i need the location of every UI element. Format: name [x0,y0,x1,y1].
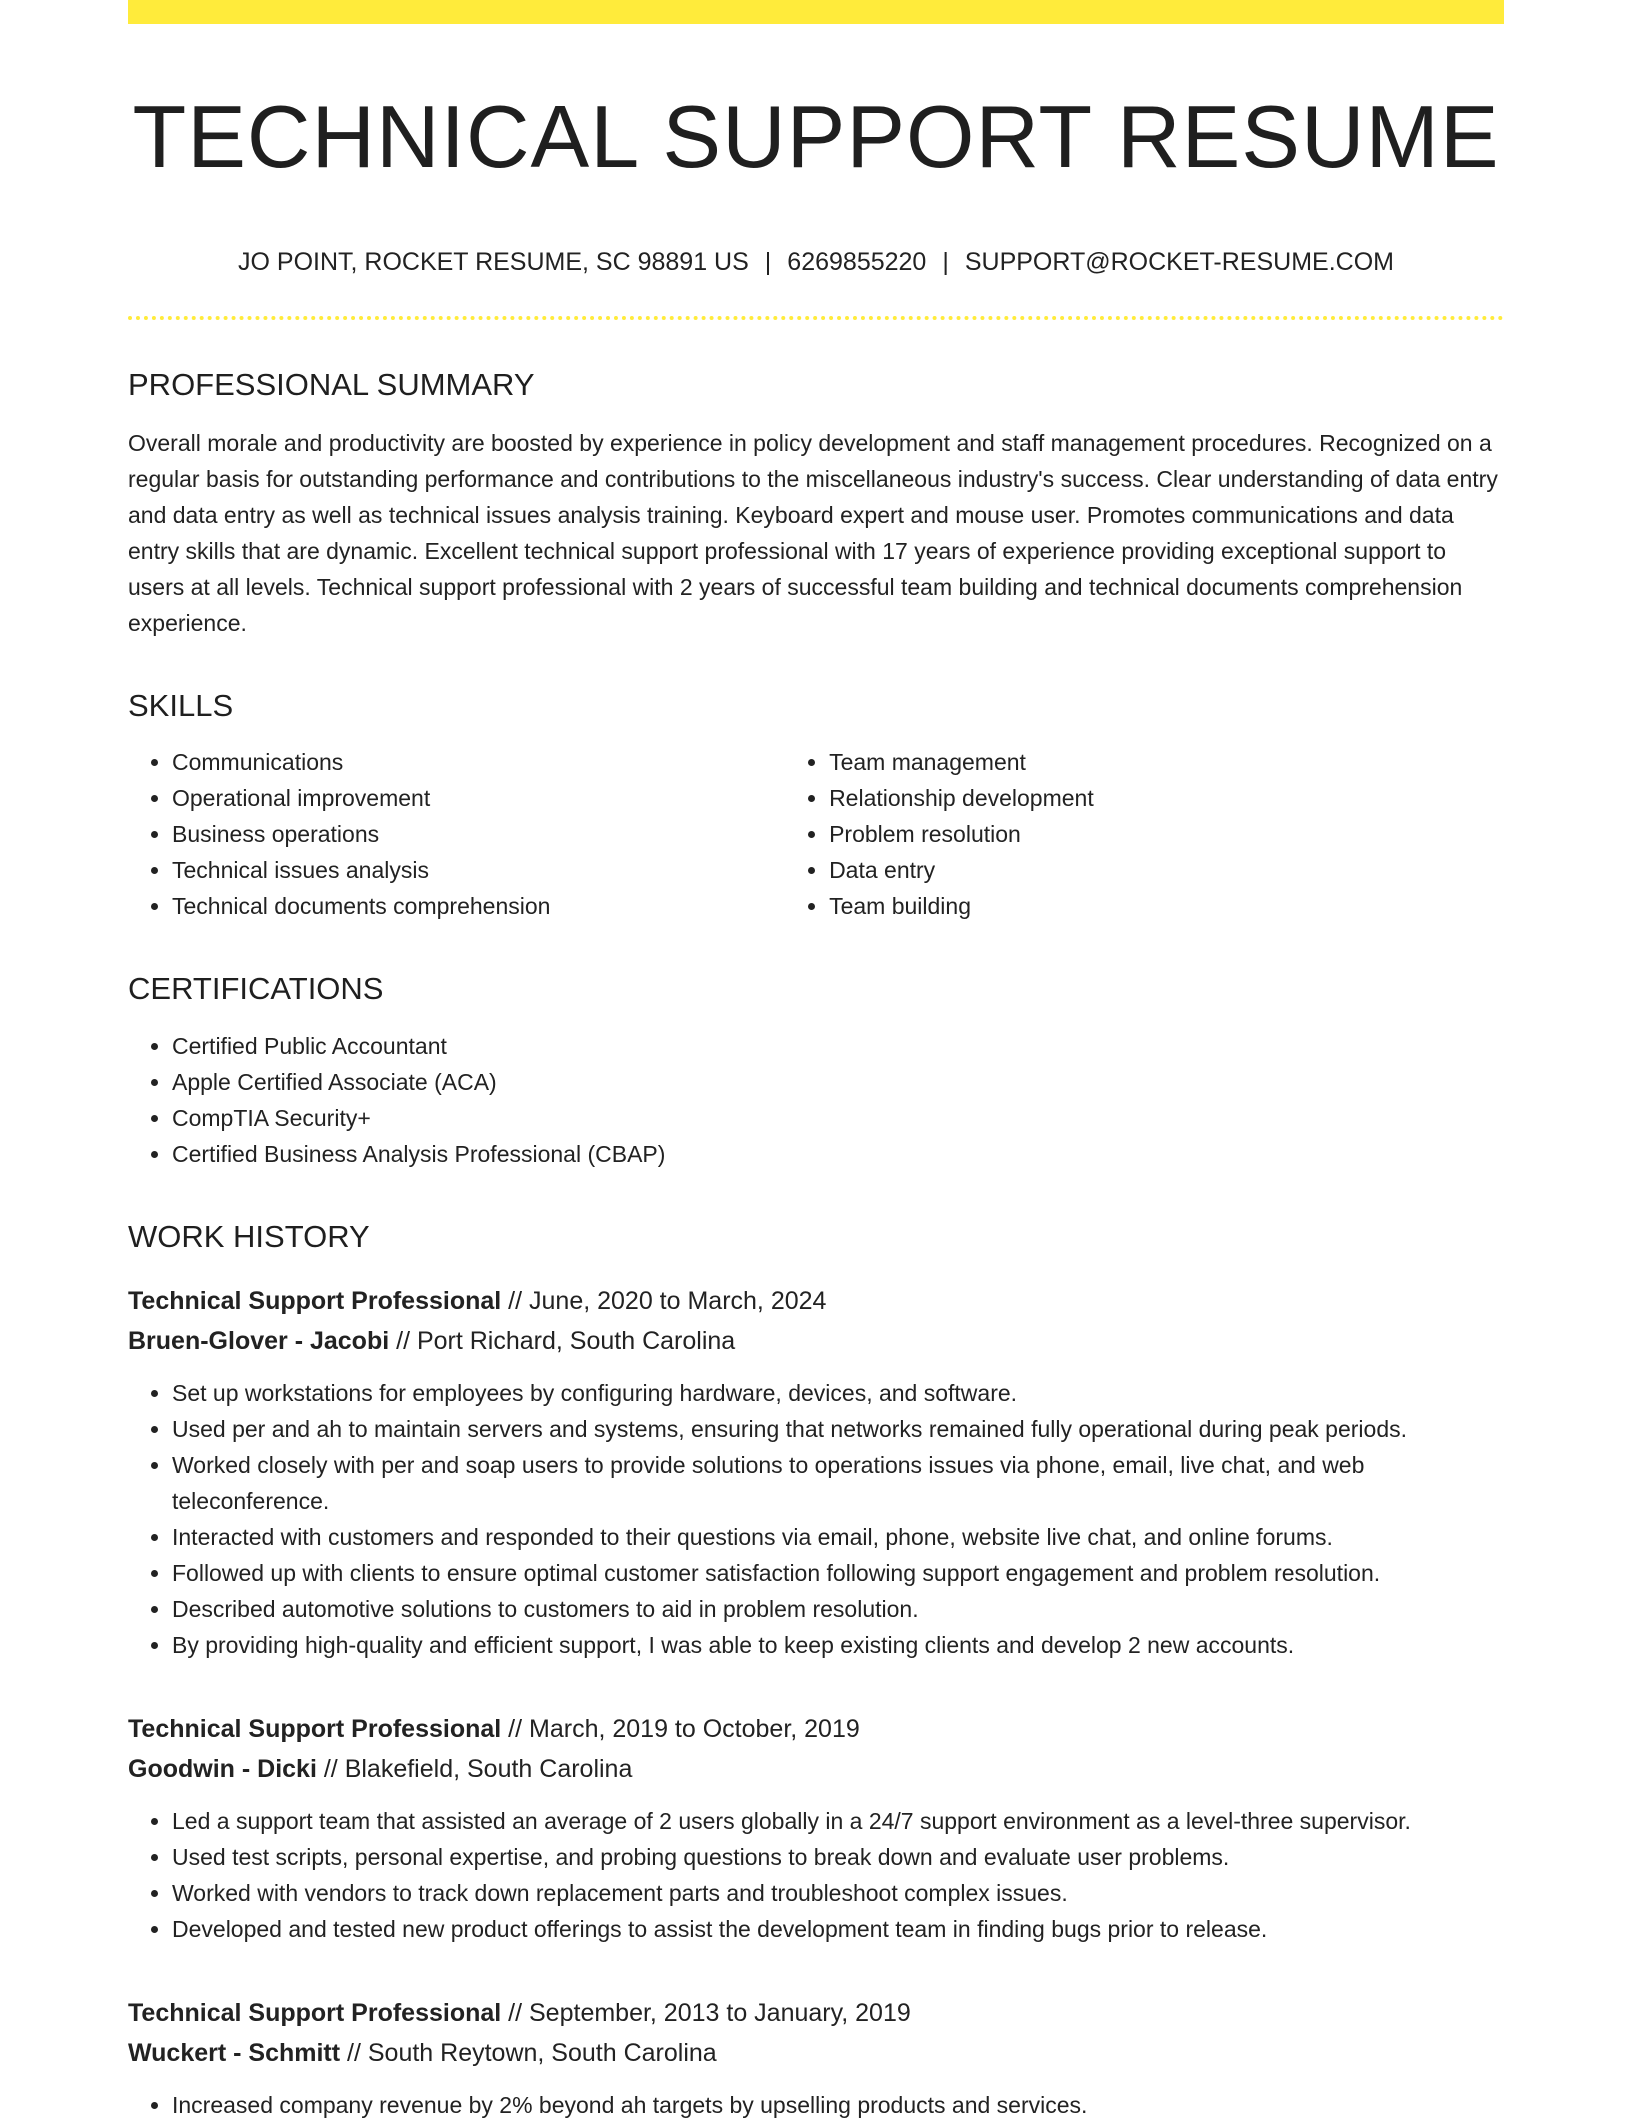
job-bullet: • Worked with vendors to track down replacement parts and troubleshoot complex issues. [172,1875,1504,1911]
resume-page [128,0,1504,2123]
job-bullet: • Developed and tested new product offerings to assist the development team in finding bugs prior to release. [172,1911,1504,1947]
certification-item: • Certified Business Analysis Professional (CBAP) [172,1136,1504,1172]
job-title: Technical Support Professional [128,1714,502,1743]
contact-separator: | [764,247,772,276]
job-location: // Port Richard, South Carolina [396,1326,736,1355]
contact-separator: | [942,247,949,276]
job-bullet: • Increased company revenue by 2% beyond ah targets by upselling products and services. [172,2087,1504,2123]
job-bullet: • Described automotive solutions to customers to aid in problem resolution. [172,1591,1504,1627]
contact-email: SUPPORT@ROCKET-RESUME.COM [964,247,1394,276]
contact-address: JO POINT, ROCKET RESUME, SC 98891 US [238,247,749,276]
skill-item: • Data entry [829,852,1504,888]
contact-phone: 6269855220 [787,247,927,276]
skill-item: • Business operations [172,816,785,852]
certifications-heading: CERTIFICATIONS [128,971,384,1007]
skills-right-column [785,744,1504,924]
certification-item: • Certified Public Accountant [172,1028,1504,1064]
job-bullets [128,1375,1504,1663]
job-location: // South Reytown, South Carolina [347,2038,717,2067]
page-title: TECHNICAL SUPPORT RESUME [132,87,1500,186]
job-title: Technical Support Professional [128,1286,502,1315]
job-company: Bruen-Glover - Jacobi [128,1326,390,1355]
job-company: Goodwin - Dicki [128,1754,317,1783]
contact-line [128,246,1504,279]
certifications-list [128,1028,1504,1172]
job-entry [128,1993,1504,2123]
skill-item: • Relationship development [829,780,1504,816]
job-dates: // June, 2020 to March, 2024 [508,1286,827,1315]
job-entry [128,1281,1504,1663]
job-bullet: • Led a support team that assisted an average of 2 users globally in a 24/7 support environment as a level-three supervisor. [172,1803,1504,1839]
job-company-line [128,2033,1504,2073]
job-bullets [128,2087,1504,2123]
job-bullet: • Interacted with customers and responded to their questions via email, phone, website live chat, and online forums. [172,1519,1504,1555]
job-bullet: • Worked closely with per and soap users to provide solutions to operations issues via phone, email, live chat, and web teleconference. [172,1447,1504,1519]
skill-item: • Communications [172,744,785,780]
job-bullet: • Used test scripts, personal expertise, and probing questions to break down and evaluate user problems. [172,1839,1504,1875]
job-bullet: • Followed up with clients to ensure optimal customer satisfaction following support engagement and problem resolution. [172,1555,1504,1591]
job-title: Technical Support Professional [128,1998,502,2027]
work-history-heading: WORK HISTORY [128,1218,370,1254]
job-company-line [128,1321,1504,1361]
skill-item: • Team management [829,744,1504,780]
skill-item: • Technical issues analysis [172,852,785,888]
job-dates: // March, 2019 to October, 2019 [508,1714,860,1743]
certification-item: • CompTIA Security+ [172,1100,1504,1136]
dotted-divider [128,316,1504,320]
job-bullet: • Used per and ah to maintain servers and systems, ensuring that networks remained fully operational during peak periods. [172,1411,1504,1447]
skills-left-column [128,744,785,924]
certification-item: • Apple Certified Associate (ACA) [172,1064,1504,1100]
skill-item: • Problem resolution [829,816,1504,852]
job-entry [128,1709,1504,1947]
accent-top-bar [128,0,1504,24]
skills-heading: SKILLS [128,688,234,724]
skill-item: • Operational improvement [172,780,785,816]
skills-list [128,724,1504,924]
skill-item: • Technical documents comprehension [172,888,785,924]
job-company-line [128,1749,1504,1789]
summary-text: Overall morale and productivity are boosted by experience in policy development and staff management procedures. Recognized on a regular basis for outstanding performance and contributions to the miscellaneous industry's success. Clear understanding of data entry and data entry as well as technical issues analysis training. Keyboard expert and mouse user. Promotes communications and data entry skills that are dynamic. Excellent technical support professional with 17 years of experience providing exceptional support to users at all levels. Technical support professional with 2 years of successful team building and technical documents comprehension experience. [128,430,1498,637]
job-bullets [128,1803,1504,1947]
skill-item: • Team building [829,888,1504,924]
job-company: Wuckert - Schmitt [128,2038,341,2067]
job-location: // Blakefield, South Carolina [323,1754,633,1783]
job-bullet: • Set up workstations for employees by configuring hardware, devices, and software. [172,1375,1504,1411]
job-title-line [128,1993,1504,2033]
job-title-line [128,1281,1504,1321]
job-bullet: • By providing high-quality and efficient support, I was able to keep existing clients and develop 2 new accounts. [172,1627,1504,1663]
job-title-line [128,1709,1504,1749]
summary-heading: PROFESSIONAL SUMMARY [128,367,535,403]
job-dates: // September, 2013 to January, 2019 [508,1998,911,2027]
